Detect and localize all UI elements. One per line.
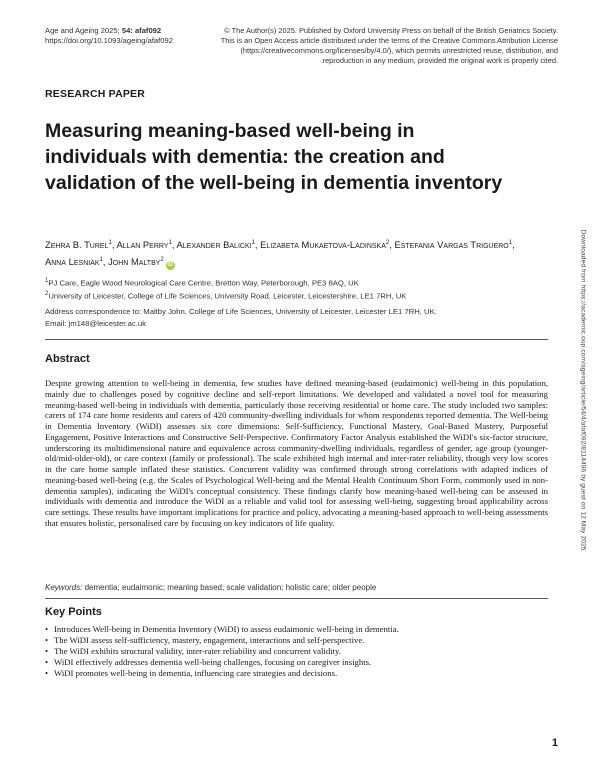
divider-bottom: [45, 598, 548, 599]
key-point-item: • WiDI effectively addresses dementia well-being challenges, focusing on caregiver insights.: [45, 657, 548, 668]
affiliation-text: PJ Care, Eagle Wood Neurological Care Centre, Bretton Way, Peterborough, PE3 8AQ, UK: [48, 278, 359, 288]
affiliation-line: [45, 276, 525, 289]
author-list: [45, 236, 525, 270]
correspondence-email[interactable]: Email: jm148@leicester.ac.uk: [45, 318, 146, 328]
keywords-label: Keywords:: [45, 583, 83, 592]
author-separator: ,: [102, 255, 109, 267]
author-name: John Maltby: [108, 255, 161, 267]
key-points-heading: Key Points: [45, 606, 102, 618]
article-type-label: RESEARCH PAPER: [45, 88, 146, 100]
divider-top: [45, 339, 548, 340]
abstract-heading: Abstract: [45, 353, 90, 365]
doi-link[interactable]: https://doi.org/10.1093/ageing/afaf092: [45, 36, 173, 45]
journal-citation: [45, 26, 173, 36]
author-name: Alexander Balicki: [176, 239, 252, 251]
copyright-notice: © The Author(s) 2025. Published by Oxford University Press on behalf of the British Geriatrics Society. This is an Open Access article distributed under the terms of the Creative Commons Attribution License (https://creativecommons.org/licenses/by/4.0/), which permits unrestricted reuse, distribution, and reproduction in any medium, provided the original work is properly cited.: [220, 26, 558, 65]
article-title: Measuring meaning-based well-being in individuals with dementia: the creation and validation of the well-being in dementia inventory: [45, 120, 503, 194]
affiliation-line: [45, 289, 525, 302]
page-number: 1: [551, 737, 558, 749]
keywords-text: dementia; eudaimonic; meaning based; scale validation; holistic care; older people: [82, 583, 377, 592]
author-name: Allan Perry: [116, 239, 169, 251]
correspondence-block: [45, 306, 525, 329]
key-point-item: • The WiDI exhibits structural validity, inter-rater reliability and concurrent validity.: [45, 646, 548, 657]
volume-article-id: 54: afaf092: [121, 26, 162, 35]
author-name: Zehra B. Turel: [45, 239, 109, 251]
affiliation-list: [45, 276, 525, 302]
author-separator: ,: [512, 239, 515, 251]
author-affiliation-marker: 2: [385, 240, 390, 246]
download-watermark: Downloaded from https://academic.oup.com/ageing/article/54/4/afaf092/8114496 by guest on 12 May 2025: [579, 229, 587, 551]
orcid-icon[interactable]: iD: [167, 261, 174, 268]
affiliation-text: University of Leicester, College of Life Sciences, University Road, Leicester, Leicestershire, LE1 7RH, UK: [48, 291, 407, 301]
journal-header: [45, 26, 173, 46]
affiliation-number: 1: [45, 278, 49, 284]
key-points-list: [45, 624, 548, 679]
author-affiliation-marker: 1: [108, 240, 112, 246]
author-affiliation-marker: 1: [251, 240, 255, 246]
author-separator: ,: [389, 239, 395, 251]
author-affiliation-marker: 1: [508, 240, 513, 246]
author-separator: ,: [171, 239, 177, 251]
affiliation-number: 2: [45, 291, 49, 298]
author-affiliation-marker: 1: [99, 256, 103, 263]
author-affiliation-marker: 2: [160, 256, 164, 263]
key-point-item: • The WiDI assess self-sufficiency, mastery, engagement, interactions and self-perspective.: [45, 635, 548, 646]
author-separator: ,: [111, 239, 117, 251]
keywords-line: [45, 582, 548, 593]
author-affiliation-marker: 1: [168, 240, 172, 246]
correspondence-address: Address correspondence to: Maltby John, College of Life Sciences, University of Leicester, Leicester LE1 7RH, UK.: [45, 307, 437, 316]
journal-name: Age and Ageing 2025;: [45, 26, 122, 35]
author-name: Estefania Vargas Triguero: [394, 239, 509, 251]
abstract-body: Despite growing attention to well-being in dementia, few studies have defined meaning-based (eudaimonic) well-being in this population, mainly due to challenges posed by cognitive decline and self-report limitations. We developed and validated a novel tool for measuring meaning-based well-being in individuals with dementia, particularly those receiving residential or home care. The study included two samples: carers of 174 care home residents and carers of 420 community-dwelling individuals for whom respondents reported dementia. The Well-being in Dementia Inventory (WiDI) assesses six core dimensions: Self-Sufficiency, Functional Mastery, Goal-Based Mastery, Purposeful Engagement, Positive Interactions and Constructive Self-Perspective. Confirmatory Factor Analysis established the WiDI's six-factor structure, underscoring its multidimensional nature and equivalence across community-dwelling individuals, regardless of gender, age group (younger-old/mid-older-old), or care context (family or professional). The scale exhibited high internal and inter-rater reliability, though very low scores in the care home sample inflated these statistics. Concurrent validity was confirmed through strong correlations with adapted indices of meaning-based well-being (e.g. the Scales of Psychological Well-being and the Mental Health Continuum Short Form, commonly used in non-dementia samples), indicating the WiDI's conceptual consistency. These findings clarify how meaning-based well-being can be assessed in individuals with dementia and introduce the WiDI as a reliable and valid tool for assessing well-being, suggesting broad applicability across care settings. These results have important implications for practice and policy, advocating a meaning-based approach to well-being assessments that ensures holistic, personalised care by focusing on key indicators of life quality.: [45, 378, 548, 528]
author-separator: ,: [254, 239, 261, 251]
key-point-item: • Introduces Well-being in Dementia Inventory (WiDI) to assess eudaimonic well-being in dementia.: [45, 624, 548, 635]
key-point-item: • WiDI promotes well-being in dementia, influencing care strategies and decisions.: [45, 668, 548, 679]
author-name: Elizabeta Mukaetova-Ladinska: [260, 239, 386, 251]
author-name: Anna Lesniak: [45, 255, 100, 267]
